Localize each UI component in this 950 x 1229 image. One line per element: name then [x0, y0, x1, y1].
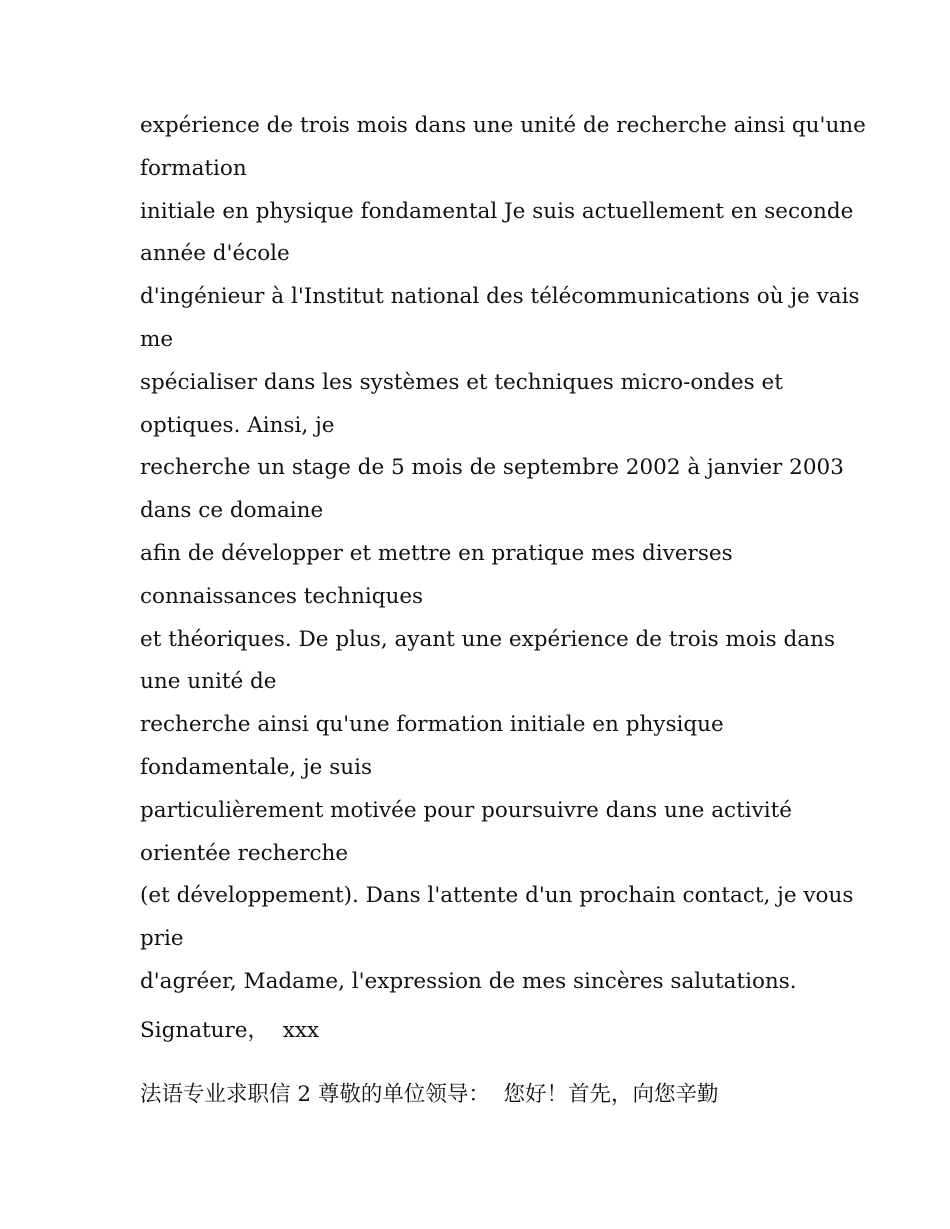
paragraph-line: particulièrement motivée pour poursuivre dans une activité — [140, 797, 792, 823]
paragraph-line: me — [140, 326, 174, 352]
paragraph-line: initiale en physique fondamental Je suis actuellement en seconde — [140, 198, 854, 224]
paragraph-line: d'ingénieur à l'Institut national des télécommunications où je vais — [140, 284, 860, 310]
paragraph-line: fondamentale, je suis — [140, 754, 373, 780]
paragraph-line: dans ce domaine — [140, 498, 324, 524]
paragraph-line: formation — [140, 155, 247, 181]
paragraph-line: optiques. Ainsi, je — [140, 412, 335, 438]
paragraph-line: recherche un stage de 5 mois de septembre 2002 à janvier 2003 — [140, 455, 844, 481]
paragraph-line: (et développement). Dans l'attente d'un prochain contact, je vous — [140, 883, 854, 909]
paragraph-line: recherche ainsi qu'une formation initiale en physique — [140, 712, 724, 738]
signature-line: Signature， xxx — [140, 1017, 320, 1043]
paragraph-line: orientée recherche — [140, 840, 349, 866]
paragraph-line: année d'école — [140, 241, 290, 267]
paragraph-line: une unité de — [140, 669, 277, 695]
paragraph-line: et théoriques. De plus, ayant une expérience de trois mois dans — [140, 626, 836, 652]
next-letter-intro: 法语专业求职信 2 尊敬的单位领导： 您好！首先，向您辛勤 — [140, 1082, 719, 1108]
paragraph-line: d'agréer, Madame, l'expression de mes sincères salutations. — [140, 968, 797, 994]
paragraph-line: prie — [140, 926, 184, 952]
paragraph-line: spécialiser dans les systèmes et techniques micro-ondes et — [140, 369, 783, 395]
paragraph-line: connaissances techniques — [140, 583, 424, 609]
paragraph-line: afin de développer et mettre en pratique mes diverses — [140, 540, 733, 566]
paragraph-line: expérience de trois mois dans une unité de recherche ainsi qu'une — [140, 113, 866, 138]
letter-body — [140, 105, 866, 1138]
